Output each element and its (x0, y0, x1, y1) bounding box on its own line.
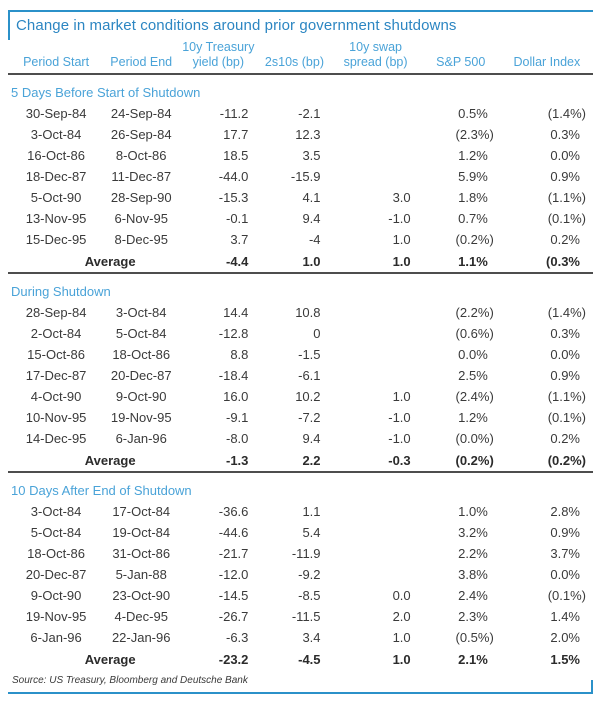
cell-dollar-index: (0.2%) (547, 452, 586, 468)
cell-sp500: 3.2% (458, 525, 488, 540)
cell-sp500: 2.3% (458, 609, 488, 624)
cell-period-end: 9-Oct-90 (115, 389, 167, 404)
cell-dollar-index: 0.3% (550, 326, 580, 341)
cell-dollar-index: 2.8% (550, 504, 580, 519)
table-row (8, 627, 593, 648)
cell-dollar-index: 1.4% (550, 609, 580, 624)
cell-swap-spread (331, 166, 421, 187)
cell-10y-yield: -21.7 (218, 546, 249, 561)
section-header: During Shutdown (11, 284, 111, 299)
table-row (8, 229, 593, 250)
section-header-row (8, 74, 593, 103)
average-row (8, 250, 593, 273)
col-header-period-end (104, 40, 178, 74)
cell-2s10s: -9.2 (298, 567, 321, 582)
cell-period-end: 6-Jan-96 (115, 431, 167, 446)
cell-dollar-index: 0.2% (550, 431, 580, 446)
cell-2s10s: 3.5 (302, 148, 321, 163)
cell-sp500: (0.0%) (455, 431, 494, 446)
table-row (8, 386, 593, 407)
cell-period-end: 28-Sep-90 (110, 190, 172, 205)
cell-dollar-index: (0.1%) (547, 410, 586, 425)
cell-period-end: 31-Oct-86 (112, 546, 171, 561)
cell-period-start: 9-Oct-90 (30, 588, 82, 603)
cell-swap-spread: -1.0 (388, 410, 411, 425)
cell-10y-yield: -0.1 (226, 211, 249, 226)
col-header-line1: 10y Treasury (182, 40, 255, 54)
cell-swap-spread (331, 522, 421, 543)
cell-period-end: 18-Oct-86 (112, 347, 171, 362)
cell-period-end: 11-Dec-87 (111, 169, 172, 184)
table-row (8, 365, 593, 386)
table-row (8, 585, 593, 606)
cell-2s10s: -11.9 (291, 546, 321, 561)
table-row (8, 208, 593, 229)
average-label: Average (84, 253, 136, 269)
cell-period-end: 4-Dec-95 (114, 609, 168, 624)
cell-swap-spread: 1.0 (392, 389, 411, 404)
cell-swap-spread (331, 543, 421, 564)
cell-dollar-index: 0.0% (550, 148, 580, 163)
table-row (8, 145, 593, 166)
cell-2s10s: 0 (313, 326, 321, 341)
cell-period-start: 30-Sep-84 (25, 106, 87, 121)
table-body (8, 74, 593, 670)
cell-period-start: 3-Oct-84 (30, 127, 82, 142)
cell-period-end: 5-Jan-88 (115, 567, 167, 582)
cell-dollar-index: 0.0% (550, 567, 580, 582)
average-row (8, 449, 593, 472)
col-header-line2: S&P 500 (436, 55, 486, 69)
cell-swap-spread: 1.0 (392, 253, 411, 269)
cell-period-end: 24-Sep-84 (110, 106, 172, 121)
cell-10y-yield: -14.5 (218, 588, 249, 603)
cell-10y-yield: 3.7 (230, 232, 249, 247)
section-header: 5 Days Before Start of Shutdown (11, 85, 201, 100)
col-header-line2: spread (bp) (343, 55, 408, 69)
cell-period-start: 17-Dec-87 (25, 368, 87, 383)
cell-sp500: 1.2% (458, 410, 488, 425)
cell-10y-yield: -12.0 (218, 567, 249, 582)
cell-period-end: 17-Oct-84 (112, 504, 171, 519)
table-row (8, 103, 593, 124)
cell-period-end: 8-Dec-95 (114, 232, 168, 247)
cell-2s10s: -8.5 (298, 588, 321, 603)
cell-sp500: (0.5%) (455, 630, 494, 645)
col-header-line2: yield (bp) (192, 55, 245, 69)
col-header-10y-swap-spread (331, 40, 421, 74)
cell-sp500: 0.0% (458, 347, 488, 362)
cell-sp500: (0.2%) (455, 232, 494, 247)
section-header: 10 Days After End of Shutdown (11, 483, 192, 498)
cell-10y-yield: -44.0 (218, 169, 249, 184)
cell-swap-spread (331, 365, 421, 386)
cell-swap-spread (331, 302, 421, 323)
cell-dollar-index: 2.0% (550, 630, 580, 645)
cell-10y-yield: -6.3 (226, 630, 249, 645)
cell-2s10s: 2.2 (302, 452, 321, 468)
source-note: Source: US Treasury, Bloomberg and Deutsche Bank (12, 675, 248, 686)
cell-period-end: 22-Jan-96 (111, 630, 171, 645)
table-row (8, 564, 593, 585)
cell-swap-spread: 2.0 (392, 609, 411, 624)
cell-period-start: 14-Dec-95 (25, 431, 87, 446)
cell-10y-yield: -4.4 (226, 253, 249, 269)
cell-10y-yield: -12.8 (218, 326, 249, 341)
cell-period-end: 3-Oct-84 (115, 305, 167, 320)
cell-sp500: 1.8% (458, 190, 488, 205)
cell-dollar-index: 3.7% (550, 546, 580, 561)
cell-10y-yield: 18.5 (223, 148, 249, 163)
col-header-period-start (8, 40, 104, 74)
cell-dollar-index: 0.2% (550, 232, 580, 247)
cell-2s10s: -11.5 (291, 609, 321, 624)
cell-2s10s: 4.1 (302, 190, 321, 205)
cell-period-start: 2-Oct-84 (30, 326, 82, 341)
cell-period-start: 18-Oct-86 (27, 546, 85, 561)
cell-10y-yield: -26.7 (218, 609, 249, 624)
cell-swap-spread (331, 103, 421, 124)
cell-sp500: 5.9% (458, 169, 488, 184)
cell-period-start: 18-Dec-87 (25, 169, 87, 184)
cell-dollar-index: 0.9% (550, 525, 580, 540)
section-header-row (8, 273, 593, 302)
cell-dollar-index: 1.5% (550, 651, 580, 667)
cell-sp500: 1.0% (458, 504, 488, 519)
panel-title: Change in market conditions around prior government shutdowns (8, 12, 593, 40)
table-row (8, 407, 593, 428)
cell-dollar-index: (0.1%) (547, 588, 586, 603)
cell-2s10s: 1.0 (302, 253, 321, 269)
cell-dollar-index: 0.0% (550, 347, 580, 362)
cell-swap-spread: 1.0 (392, 232, 411, 247)
cell-sp500: (2.2%) (455, 305, 494, 320)
cell-10y-yield: 14.4 (223, 305, 249, 320)
cell-2s10s: 9.4 (302, 211, 321, 226)
cell-10y-yield: -1.3 (226, 452, 249, 468)
cell-2s10s: -4.5 (298, 651, 321, 667)
col-header-line2: Period End (110, 55, 173, 69)
cell-2s10s: -2.1 (298, 106, 321, 121)
table-row (8, 344, 593, 365)
cell-sp500: 1.2% (458, 148, 488, 163)
cell-period-start: 13-Nov-95 (25, 211, 87, 226)
cell-period-end: 8-Oct-86 (115, 148, 167, 163)
col-header-sp500 (421, 40, 501, 74)
cell-sp500: 0.7% (458, 211, 488, 226)
frame-corner-tick (591, 680, 593, 692)
cell-period-start: 15-Oct-86 (27, 347, 85, 362)
col-header-2s10s (258, 40, 330, 74)
col-header-line2: Period Start (23, 55, 90, 69)
cell-2s10s: 9.4 (302, 431, 321, 446)
cell-dollar-index: 0.9% (550, 169, 580, 184)
table-row (8, 187, 593, 208)
cell-period-start: 6-Jan-96 (30, 630, 82, 645)
cell-period-end: 20-Dec-87 (110, 368, 172, 383)
cell-10y-yield: -8.0 (226, 431, 249, 446)
cell-period-start: 15-Dec-95 (25, 232, 87, 247)
cell-2s10s: -7.2 (298, 410, 321, 425)
cell-swap-spread (331, 145, 421, 166)
cell-swap-spread: -1.0 (388, 211, 411, 226)
cell-sp500: 1.1% (458, 253, 488, 269)
cell-10y-yield: -23.2 (218, 651, 249, 667)
cell-2s10s: -15.9 (290, 169, 321, 184)
cell-period-end: 6-Nov-95 (114, 211, 168, 226)
cell-dollar-index: (1.1%) (547, 190, 586, 205)
cell-sp500: (2.3%) (455, 127, 494, 142)
cell-10y-yield: 8.8 (230, 347, 249, 362)
table-row (8, 501, 593, 522)
cell-swap-spread (331, 501, 421, 522)
table-row (8, 323, 593, 344)
cell-10y-yield: -44.6 (218, 525, 249, 540)
cell-period-start: 28-Sep-84 (25, 305, 87, 320)
cell-dollar-index: (0.1%) (547, 211, 586, 226)
cell-swap-spread (331, 344, 421, 365)
shutdown-table-panel (8, 10, 593, 694)
table-row (8, 166, 593, 187)
cell-dollar-index: 0.3% (550, 127, 580, 142)
cell-period-end: 26-Sep-84 (110, 127, 172, 142)
cell-dollar-index: (1.1%) (547, 389, 586, 404)
cell-dollar-index: 0.9% (550, 368, 580, 383)
column-header-row (8, 40, 593, 74)
cell-swap-spread: -1.0 (388, 431, 411, 446)
table-row (8, 543, 593, 564)
col-header-line2: 2s10s (bp) (264, 55, 324, 69)
cell-swap-spread: 1.0 (392, 630, 411, 645)
cell-10y-yield: 16.0 (223, 389, 249, 404)
cell-2s10s: -1.5 (298, 347, 321, 362)
cell-period-end: 5-Oct-84 (115, 326, 167, 341)
cell-10y-yield: -11.2 (219, 106, 249, 121)
cell-sp500: (0.6%) (455, 326, 494, 341)
table-row (8, 606, 593, 627)
cell-2s10s: 1.1 (302, 504, 321, 519)
col-header-line2: Dollar Index (513, 55, 581, 69)
cell-2s10s: 5.4 (302, 525, 321, 540)
cell-swap-spread: 1.0 (392, 651, 411, 667)
col-header-line1: 10y swap (349, 40, 402, 54)
cell-sp500: 2.4% (458, 588, 488, 603)
cell-period-start: 19-Nov-95 (25, 609, 87, 624)
cell-dollar-index: (1.4%) (547, 106, 586, 121)
average-row (8, 648, 593, 670)
cell-swap-spread (331, 124, 421, 145)
cell-sp500: 2.1% (458, 651, 488, 667)
average-label: Average (84, 452, 136, 468)
cell-sp500: 3.8% (458, 567, 488, 582)
cell-dollar-index: (1.4%) (547, 305, 586, 320)
cell-swap-spread (331, 564, 421, 585)
cell-2s10s: -4 (308, 232, 321, 247)
cell-period-start: 16-Oct-86 (27, 148, 85, 163)
cell-10y-yield: -15.3 (218, 190, 249, 205)
cell-sp500: 2.5% (458, 368, 488, 383)
cell-sp500: 0.5% (458, 106, 488, 121)
table-row (8, 124, 593, 145)
col-header-10y-treasury-yield (178, 40, 258, 74)
cell-10y-yield: -36.6 (218, 504, 249, 519)
cell-period-end: 23-Oct-90 (112, 588, 171, 603)
shutdown-data-table (8, 40, 593, 670)
section-header-row (8, 472, 593, 501)
cell-10y-yield: -18.4 (218, 368, 249, 383)
cell-sp500: 2.2% (458, 546, 488, 561)
cell-sp500: (2.4%) (455, 389, 494, 404)
cell-swap-spread: 0.0 (392, 588, 411, 603)
cell-period-end: 19-Nov-95 (110, 410, 172, 425)
cell-2s10s: -6.1 (298, 368, 321, 383)
average-label: Average (84, 651, 136, 667)
cell-10y-yield: -9.1 (226, 410, 249, 425)
table-row (8, 302, 593, 323)
cell-2s10s: 3.4 (302, 630, 321, 645)
cell-period-start: 5-Oct-90 (30, 190, 82, 205)
table-row (8, 522, 593, 543)
cell-dollar-index: (0.3% (546, 253, 580, 269)
cell-period-start: 20-Dec-87 (25, 567, 87, 582)
cell-swap-spread: 3.0 (392, 190, 411, 205)
cell-period-start: 5-Oct-84 (30, 525, 82, 540)
cell-swap-spread (331, 323, 421, 344)
cell-sp500: (0.2%) (455, 452, 494, 468)
cell-10y-yield: 17.7 (223, 127, 249, 142)
cell-period-start: 10-Nov-95 (25, 410, 87, 425)
table-row (8, 428, 593, 449)
cell-2s10s: 10.2 (295, 389, 321, 404)
cell-2s10s: 10.8 (295, 305, 321, 320)
col-header-dollar-index (501, 40, 593, 74)
cell-period-start: 4-Oct-90 (30, 389, 82, 404)
cell-period-end: 19-Oct-84 (112, 525, 171, 540)
cell-period-start: 3-Oct-84 (30, 504, 82, 519)
cell-swap-spread: -0.3 (388, 452, 411, 468)
cell-2s10s: 12.3 (295, 127, 321, 142)
